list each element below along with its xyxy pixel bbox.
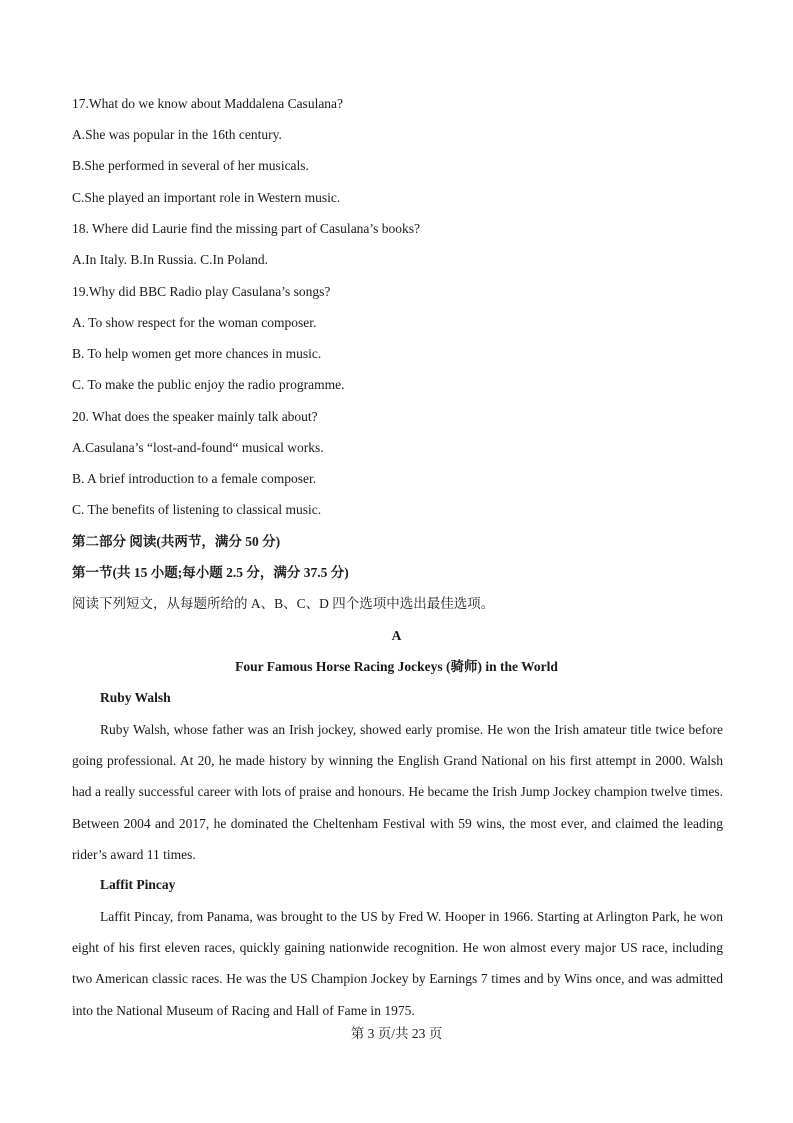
question-stem: 18. Where did Laurie find the missing part of Casulana’s books?: [72, 221, 421, 236]
option-a: A.She was popular in the 16th century.: [72, 127, 282, 142]
entry-paragraph-laffit-pincay: Laffit Pincay, from Panama, was brought to the US by Fred W. Hooper in 1966. Starting at Arlington Park, he won eight of his first eleven races, quickly gaining nationwide recognition. He won almost every major US race, including two American classic races. He was the US Champion Jockey by Earnings 7 times and by Wins once, and was admitted into the National Museum of Racing and Hall of Fame in 1975.: [72, 909, 723, 1018]
option-c: C. To make the public enjoy the radio programme.: [72, 377, 345, 392]
option-c: C.She played an important role in Western music.: [72, 190, 341, 205]
question-stem: 17.What do we know about Maddalena Casulana?: [72, 96, 344, 111]
instruction-text: 阅读下列短文，从每题所给的 A、B、C、D 四个选项中选出最佳选项。: [72, 596, 495, 611]
passage-label: A: [391, 628, 402, 643]
question-stem: 20. What does the speaker mainly talk about?: [72, 409, 318, 424]
entry-heading-laffit-pincay: Laffit Pincay: [100, 877, 176, 892]
option-a: A. To show respect for the woman composer.: [72, 315, 317, 330]
option-c: C. The benefits of listening to classical music.: [72, 502, 322, 517]
page-number: 第 3 页/共 23 页: [350, 1026, 443, 1041]
option-b: B. A brief introduction to a female composer.: [72, 471, 317, 486]
option-b: B. To help women get more chances in music.: [72, 346, 322, 361]
entry-heading-ruby-walsh: Ruby Walsh: [100, 690, 171, 705]
entry-paragraph-ruby-walsh: Ruby Walsh, whose father was an Irish jockey, showed early promise. He won the Irish amateur title twice before going professional. At 20, he made history by winning the English Grand National on his first attempt in 2000. Walsh had a really successful career with lots of praise and honours. He became the Irish Jump Jockey champion twelve times. Between 2004 and 2017, he dominated the Cheltenham Festival with 59 wins, the most ever, and claimed the leading rider’s award 11 times.: [72, 722, 723, 862]
option-a: A.Casulana’s “lost-and-found“ musical works.: [72, 440, 324, 455]
section-subheading: 第一节(共 15 小题;每小题 2.5 分，满分 37.5 分): [72, 565, 349, 580]
question-stem: 19.Why did BBC Radio play Casulana’s songs?: [72, 284, 331, 299]
options-line: A.In Italy. B.In Russia. C.In Poland.: [72, 252, 268, 267]
part-heading: 第二部分 阅读(共两节，满分 50 分): [72, 534, 281, 549]
passage-title: Four Famous Horse Racing Jockeys (骑师) in the World: [235, 659, 558, 674]
option-b: B.She performed in several of her musicals.: [72, 158, 309, 173]
